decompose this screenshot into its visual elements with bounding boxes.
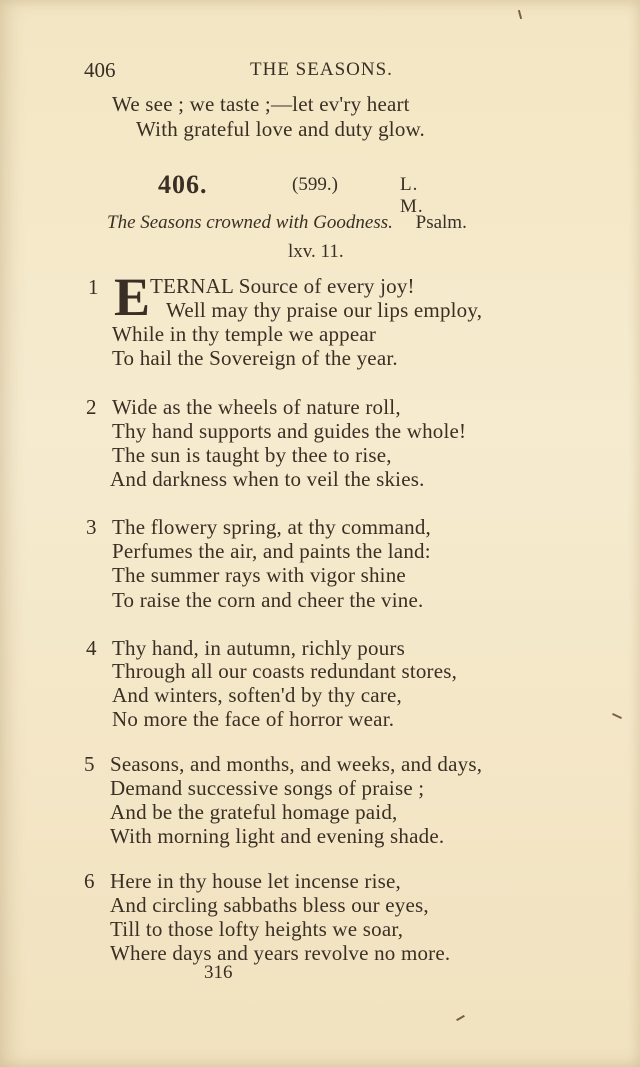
stanza-4-line-4: No more the face of horror wear.: [112, 707, 395, 731]
running-head: [84, 58, 558, 84]
stanza-3-line-4: To raise the corn and cheer the vine.: [112, 588, 424, 612]
hymn-meter: L. M.: [400, 174, 424, 217]
stanza-number: 6: [84, 869, 95, 893]
stanza-number: 5: [84, 752, 95, 776]
stanza-5-line-4: With morning light and evening shade.: [110, 824, 445, 848]
stanza-6-line-3: Till to those lofty heights we soar,: [110, 917, 404, 941]
stanza-1-line-1: TERNAL Source of every joy!: [150, 274, 415, 298]
stanza-4-line-2: Through all our coasts redundant stores,: [112, 659, 458, 683]
ink-speck: [456, 1015, 465, 1021]
stanza-2-line-3: The sun is taught by thee to rise,: [112, 443, 392, 467]
stanza-2-line-1: Wide as the wheels of nature roll,: [112, 395, 401, 419]
running-title: THE SEASONS.: [250, 59, 393, 80]
alt-hymn-number: (599.): [292, 174, 338, 195]
stanza-2-line-2: Thy hand supports and guides the whole!: [112, 419, 467, 443]
stanza-6-line-1: Here in thy house let incense rise,: [110, 869, 401, 893]
stanza-6-line-4: Where days and years revolve no more.: [110, 941, 451, 965]
hymn-number: 406.: [158, 170, 208, 199]
stanza-4-line-3: And winters, soften'd by thy care,: [112, 683, 402, 707]
ink-speck: [518, 10, 522, 19]
stanza-3-line-1: The flowery spring, at thy command,: [112, 515, 432, 539]
stanza-number: 1: [88, 275, 99, 299]
stanza-4-line-1: Thy hand, in autumn, richly pours: [112, 636, 405, 660]
stanza-3-line-2: Perfumes the air, and paints the land:: [112, 539, 431, 563]
stanza-1-line-2: Well may thy praise our lips employ,: [166, 298, 483, 322]
stanza-5-line-1: Seasons, and months, and weeks, and days,: [110, 752, 483, 776]
stanza-2-line-4: And darkness when to veil the skies.: [110, 467, 425, 491]
stanza-number: 4: [86, 636, 97, 660]
stanza-number: 2: [86, 395, 97, 419]
drop-cap: E: [114, 267, 151, 327]
stanza-6-line-2: And circling sabbaths bless our eyes,: [110, 893, 429, 917]
stanza-number: 3: [86, 515, 97, 539]
ink-speck: [612, 713, 622, 719]
stanza-1-line-3: While in thy temple we appear: [112, 322, 377, 346]
page-number: 406: [84, 58, 116, 82]
stanza-5-line-2: Demand successive songs of praise ;: [110, 776, 425, 800]
prev-hymn-line-2: With grateful love and duty glow.: [136, 117, 425, 141]
subtitle-source: Psalm.: [415, 212, 467, 233]
stanza-3-line-3: The summer rays with vigor shine: [112, 563, 406, 587]
signature-mark: 316: [204, 962, 233, 983]
hymn-subtitle: [107, 212, 467, 234]
stanza-5-line-3: And be the grateful homage paid,: [110, 800, 398, 824]
prev-hymn-line-1: We see ; we taste ;—let ev'ry heart: [112, 92, 410, 116]
subtitle-title: The Seasons crowned with Goodness.: [107, 212, 393, 233]
scripture-reference: lxv. 11.: [288, 241, 344, 262]
stanza-1-line-4: To hail the Sovereign of the year.: [112, 346, 398, 370]
